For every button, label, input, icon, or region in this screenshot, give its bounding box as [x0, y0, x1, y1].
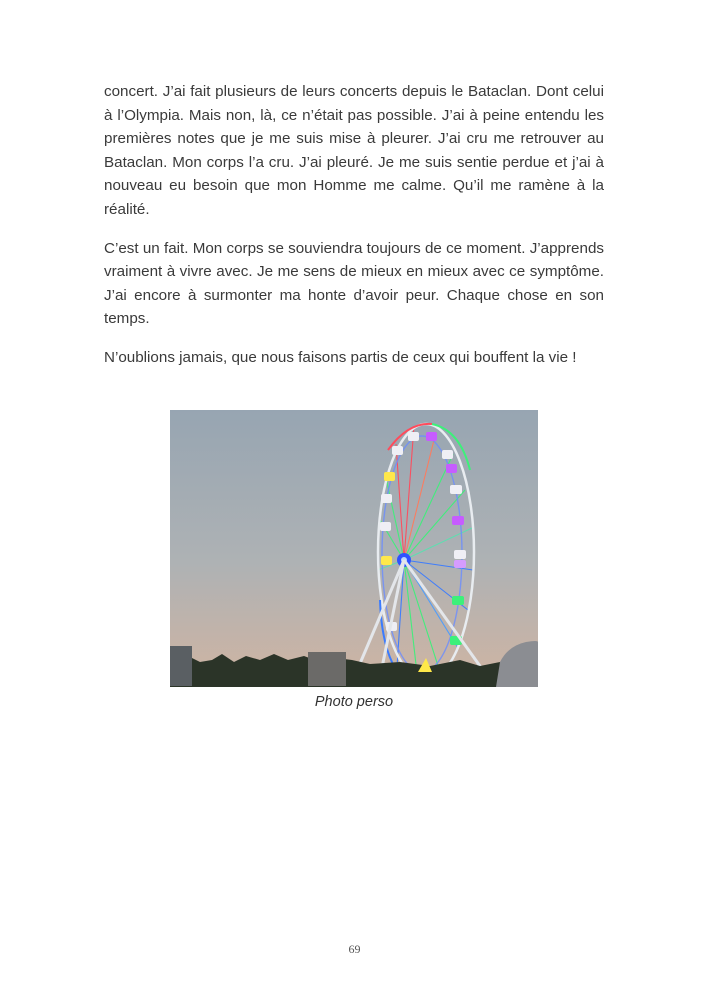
paragraph-2: C’est un fait. Mon corps se souviendra toujours de ce moment. J’apprends vraiment à vivre avec. Je me sens de mieux en mieux avec ce symptôme. J’ai encore à surmonter ma honte d’avoir peur. Chaque chose en son temps. [104, 239, 604, 327]
paragraph-1: concert. J’ai fait plusieurs de leurs concerts depuis le Bataclan. Dont celui à l’Olympia. Mais non, là, ce n’était pas possible. J’ai à peine entendu les premières notes que je me suis mise à pleurer. J’ai cru me retrouver au Bataclan. Mon corps l’a cru. J’ai pleuré. Je me suis sentie perdue et j’ai à nouveau eu besoin que mon Homme me calme. Qu’il me ramène à la réalité. [104, 83, 604, 218]
page-number: 69 [348, 942, 361, 956]
sky [170, 410, 538, 687]
paragraph-3: N’oublions jamais, que nous faisons partis de ceux qui bouffent la vie ! [104, 349, 577, 366]
ferris-wheel-photo [170, 410, 538, 687]
photo-caption: Photo perso [314, 694, 394, 710]
body-text [104, 80, 604, 385]
ferris-wheel-image [170, 410, 538, 687]
